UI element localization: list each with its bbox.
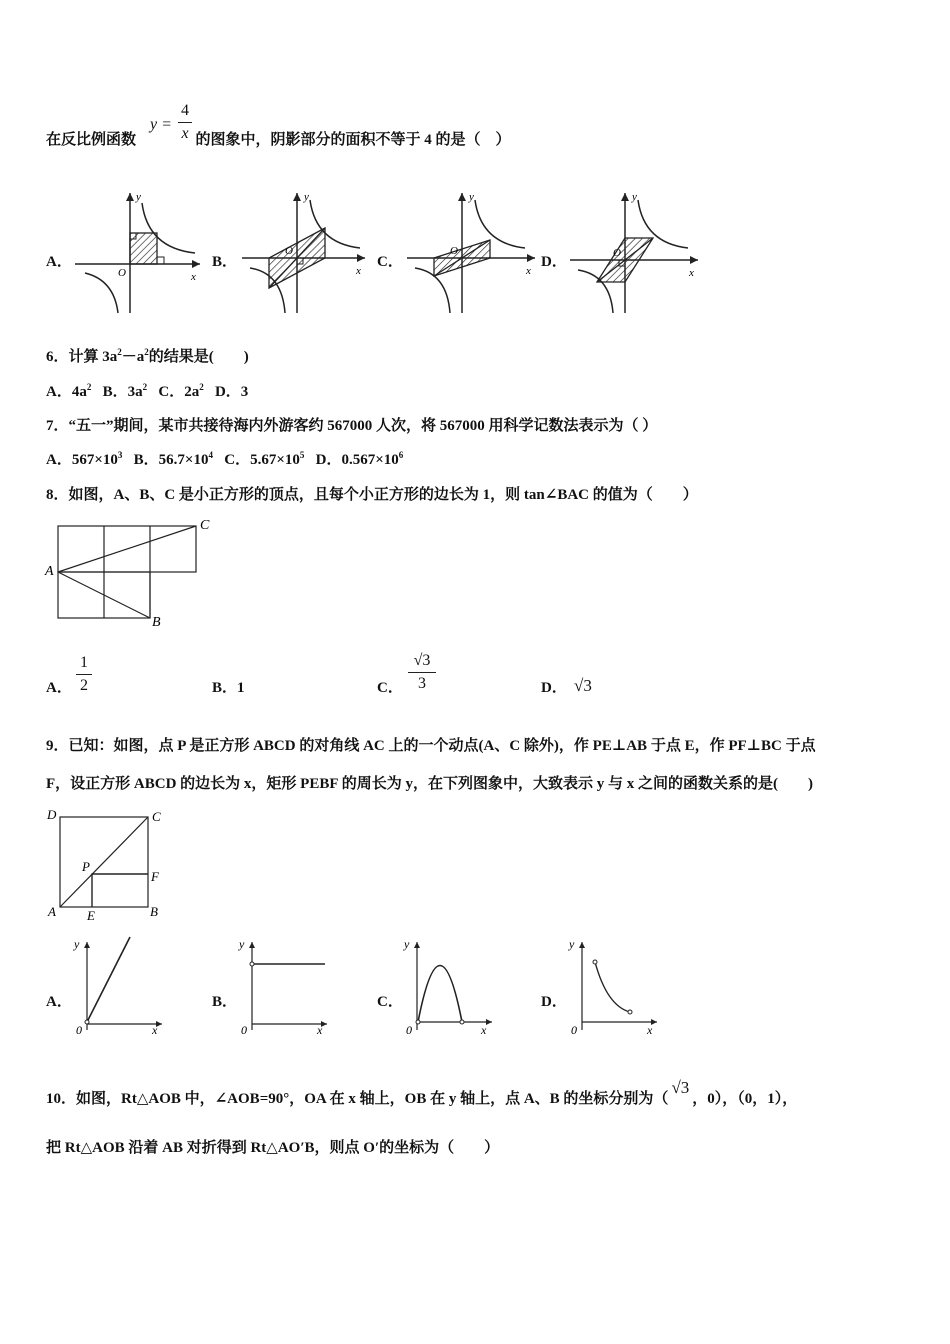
q6-option-b-sup: 2 — [142, 382, 148, 392]
graph-b-o: O — [285, 245, 293, 257]
q6-option-b-label: B． — [102, 384, 128, 400]
q9-graph-b-y: y — [239, 937, 245, 951]
graph-a-x: x — [191, 271, 196, 283]
q9-graph-b — [238, 937, 327, 1037]
q6-sup-2: 2 — [144, 347, 149, 357]
q7-option-c-label: C． — [224, 452, 251, 468]
q9-stem-line2: F，设正方形 ABCD 的边长为 x，矩形 PEBF 的周长为 y，在下列图象中，大致表示 y 与 x 之间的函数关系的是( ) — [46, 776, 813, 792]
q8-option-a-num: 1 — [80, 654, 88, 671]
q9-option-b-label: B． — [212, 994, 238, 1010]
q7-stem: 7．“五一”期间，某市共接待海内外游客约 567000 人次，将 567000 用科学记数法表示为（ ） — [46, 418, 658, 434]
q5-frac-den: x — [181, 125, 189, 142]
q7-options — [46, 448, 403, 469]
q9-label-d: D — [47, 807, 57, 822]
q9-graph-c-x: x — [481, 1023, 487, 1037]
q8-stem: 8．如图，A、B、C 是小正方形的顶点，且每个小正方形的边长为 1，则 tan∠BAC 的值为（ ） — [46, 487, 698, 503]
q6-option-a-sup: 2 — [86, 382, 92, 392]
q8-option-c-fraction — [408, 652, 436, 693]
q6-option-c-value: 2a — [184, 384, 200, 400]
q6-option-c-sup: 2 — [199, 382, 204, 392]
q8-option-a-fraction — [76, 654, 92, 695]
q6-options — [46, 380, 248, 401]
graph-a-o: O — [118, 267, 126, 279]
q9-stem-line1: 9．已知：如图，点 P 是正方形 ABCD 的对角线 AC 上的一个动点(A、C 除外)，作 PE⊥AB 于点 E，作 PF⊥BC 于点 — [46, 738, 816, 754]
q6-sup-1: 2 — [117, 347, 122, 357]
q8-option-a-den: 2 — [80, 677, 88, 694]
graph-a-y: y — [136, 191, 141, 203]
q5-option-b-label: B． — [212, 254, 238, 270]
q8-option-a-bar — [76, 674, 92, 675]
graph-d-y: y — [632, 191, 637, 203]
q6-option-c-label: C． — [158, 384, 185, 400]
q6-option-a-value: 4a — [71, 384, 87, 400]
q10-stem-line2: 把 Rt△AOB 沿着 AB 对折得到 Rt△AO′B，则点 O′的坐标为（ ） — [46, 1140, 500, 1156]
q6-option-d-label: D． — [214, 384, 241, 400]
graph-d-o: O — [613, 247, 621, 259]
q9-graphs — [70, 934, 670, 1040]
q9-label-a: A — [48, 904, 56, 919]
q5-frac-num: 4 — [181, 102, 189, 119]
q6-option-d-value: 3 — [240, 384, 249, 400]
q9-graph-c-o: 0 — [406, 1023, 412, 1037]
q9-square-figure — [44, 805, 174, 923]
q5-stem-post: 的图象中，阴影部分的面积不等于 4 的是（ ） — [195, 132, 511, 148]
q7-option-b-value: 56.7×10 — [158, 452, 209, 468]
q7-option-b-exp: 4 — [208, 450, 213, 460]
graph-c-o: O — [450, 245, 458, 257]
q9-label-p: P — [82, 859, 90, 874]
q9-graph-c-y: y — [404, 937, 410, 951]
q9-graph-c — [403, 937, 492, 1037]
q9-graph-d-o: 0 — [571, 1023, 577, 1037]
q5-stem-pre: 在反比例函数 — [46, 132, 137, 148]
q5-stem — [46, 128, 511, 149]
q8-option-d-value: √3 — [574, 676, 592, 695]
q7-option-a-value: 567×10 — [71, 452, 118, 468]
graph-a — [75, 191, 200, 313]
q8-option-d-label: D． — [541, 680, 567, 696]
q10-line1-pre: 10．如图，Rt△AOB 中，∠AOB=90°，OA 在 x 轴上，OB 在 y 轴上，点 A、B 的坐标分别为（ — [46, 1091, 669, 1107]
q8-option-c-den: 3 — [418, 675, 426, 692]
q5-func-y: y = — [150, 116, 172, 133]
q9-option-d-label: D． — [541, 994, 567, 1010]
q7-option-c-value: 5.67×10 — [250, 452, 300, 468]
q9-graph-d-y: y — [569, 937, 575, 951]
q8-option-b-value: 1 — [237, 680, 245, 696]
graph-c — [407, 191, 535, 313]
q9-graph-b-o: 0 — [241, 1023, 247, 1037]
q9-graph-a-o: 0 — [76, 1023, 82, 1037]
q6-stem-pre: 6．计算 3a — [46, 349, 118, 365]
q8-option-a-label: A． — [46, 680, 72, 696]
q9-graph-b-x: x — [317, 1023, 323, 1037]
graph-c-x: x — [526, 265, 531, 277]
q5-option-c-label: C． — [377, 254, 403, 270]
q5-option-d-label: D． — [541, 254, 567, 270]
q7-option-a-label: A． — [46, 452, 72, 468]
q6-stem — [46, 345, 249, 366]
q7-option-d-label: D． — [315, 452, 342, 468]
q10-line1-post: ，0），（0，1）， — [692, 1091, 798, 1107]
q7-option-d-exp: 6 — [398, 450, 404, 460]
q8-option-b-letter: B． — [212, 680, 238, 696]
q9-graph-d — [568, 937, 657, 1037]
q10-sqrt: √3 — [671, 1078, 690, 1097]
graph-c-y: y — [469, 191, 474, 203]
q8-option-c-num: √3 — [413, 652, 431, 669]
q8-grid-figure — [44, 512, 224, 632]
graph-d — [570, 191, 698, 313]
q9-label-b: B — [150, 904, 158, 919]
q5-fraction — [178, 102, 192, 143]
q9-label-c: C — [152, 809, 161, 824]
q8-label-b: B — [152, 615, 161, 630]
q8-option-c-label: C． — [377, 680, 403, 696]
q9-graph-a — [73, 937, 162, 1037]
q9-option-c-label: C． — [377, 994, 403, 1010]
q5-option-a-label: A． — [46, 254, 72, 270]
q9-graph-d-x: x — [647, 1023, 653, 1037]
q8-option-c-bar — [408, 672, 436, 673]
q6-option-a-label: A． — [46, 384, 72, 400]
q9-label-f: F — [151, 869, 159, 884]
q6-stem-mid: －a — [121, 349, 145, 365]
q6-option-b-value: 3a — [127, 384, 143, 400]
q10-stem-line1 — [46, 1078, 798, 1108]
graph-b-x: x — [356, 265, 361, 277]
q8-option-b-label — [212, 676, 245, 697]
graph-b-y: y — [304, 191, 309, 203]
graph-b — [242, 191, 365, 313]
q5-frac-bar — [178, 122, 192, 123]
q9-graph-a-y: y — [74, 937, 80, 951]
q8-label-c: C — [200, 518, 210, 533]
q5-graphs — [70, 188, 710, 318]
q6-stem-post: 的结果是( ) — [148, 349, 249, 365]
q8-label-a: A — [45, 564, 54, 579]
q9-graph-a-x: x — [152, 1023, 158, 1037]
q7-option-d-value: 0.567×10 — [341, 452, 399, 468]
q7-option-a-exp: 3 — [117, 450, 123, 460]
q9-option-a-label: A． — [46, 994, 72, 1010]
q9-label-e: E — [87, 908, 95, 923]
q7-option-b-label: B． — [133, 452, 159, 468]
graph-d-x: x — [689, 267, 694, 279]
q7-option-c-exp: 5 — [299, 450, 305, 460]
